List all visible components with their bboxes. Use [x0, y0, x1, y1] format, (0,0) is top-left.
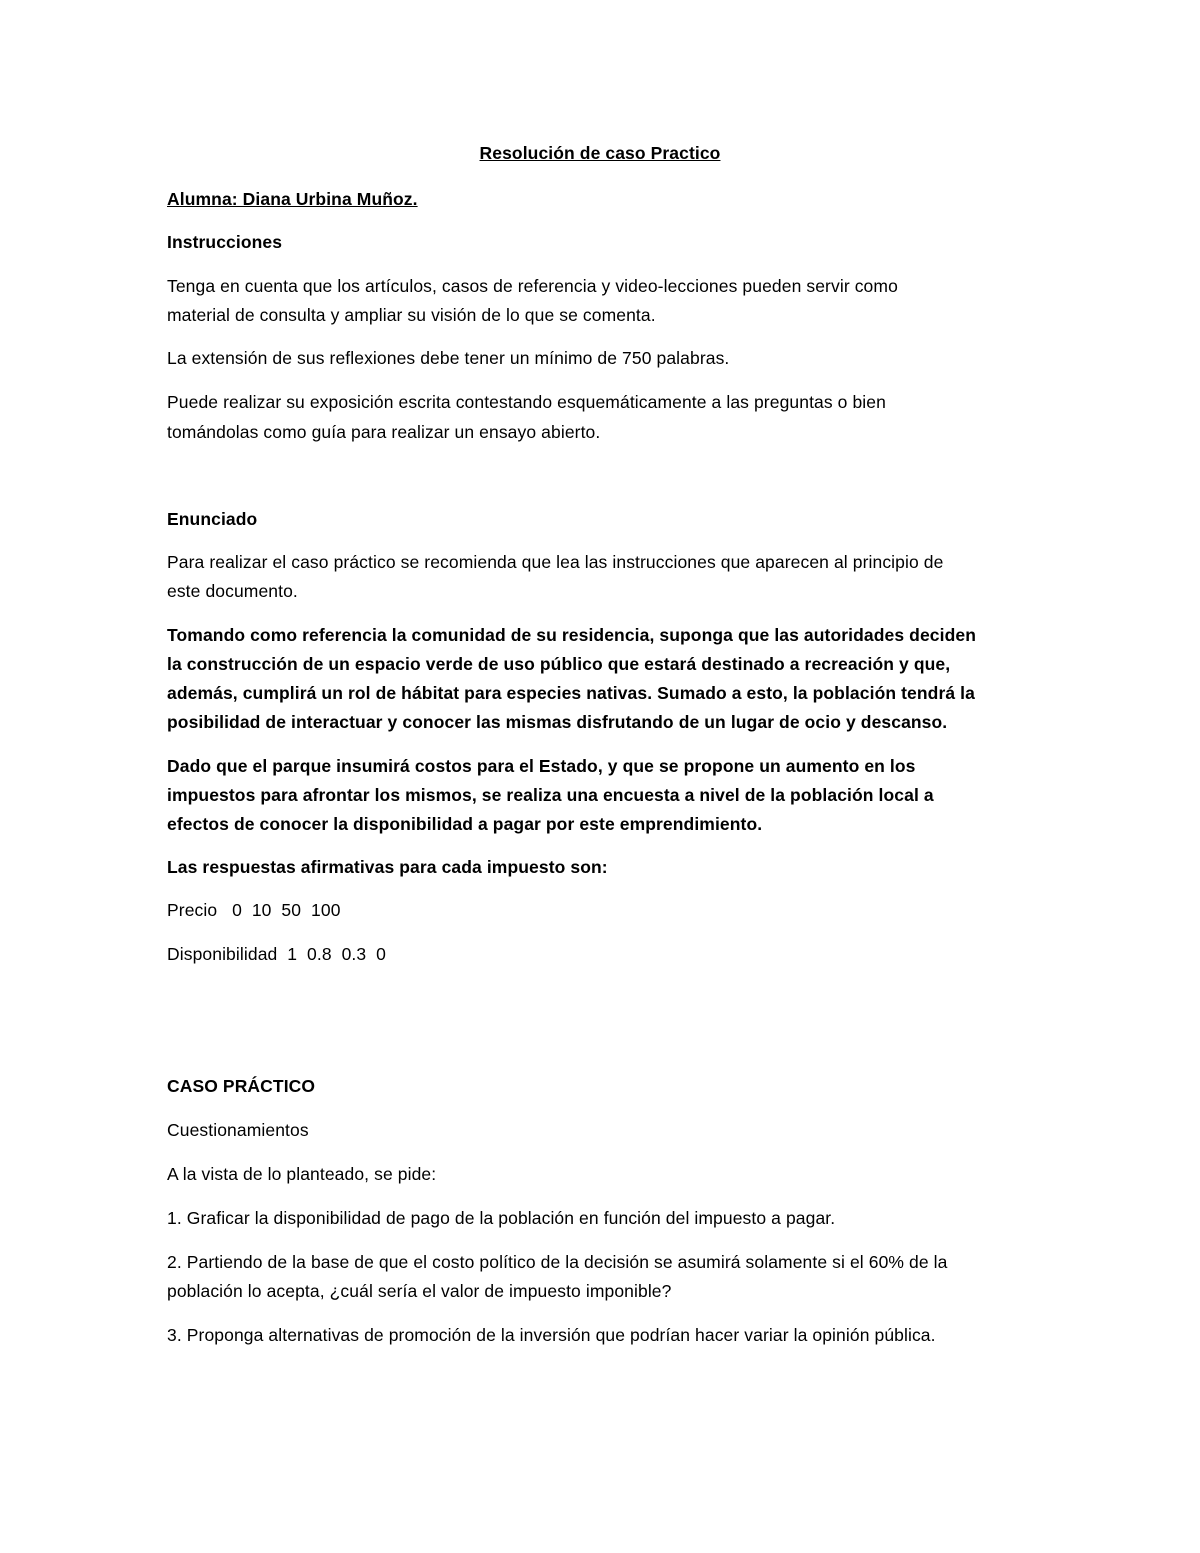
case-subheading: Cuestionamientos — [167, 1120, 309, 1140]
student-name: Alumna: Diana Urbina Muñoz. — [167, 189, 418, 209]
statement-paragraph-3-line-1: Dado que el parque insumirá costos para el Estado, y que se propone un aumento en los — [167, 756, 916, 776]
price-row: Precio 0 10 50 100 — [167, 900, 341, 920]
question-2-line-1: 2. Partiendo de la base de que el costo político de la decisión se asumirá solamente si el 60% de la — [167, 1252, 948, 1272]
statement-paragraph-2-line-2: la construcción de un espacio verde de uso público que estará destinado a recreación y que, — [167, 654, 951, 674]
statement-paragraph-2-line-4: posibilidad de interactuar y conocer las mismas disfrutando de un lugar de ocio y descanso. — [167, 712, 948, 732]
statement-heading: Enunciado — [167, 509, 258, 529]
instructions-paragraph-2: La extensión de sus reflexiones debe tener un mínimo de 750 palabras. — [167, 348, 730, 368]
statement-paragraph-1-line-2: este documento. — [167, 581, 298, 601]
instructions-paragraph-3-line-1: Puede realizar su exposición escrita contestando esquemáticamente a las preguntas o bien — [167, 392, 886, 412]
case-heading: CASO PRÁCTICO — [167, 1076, 316, 1096]
statement-paragraph-3-line-2: impuestos para afrontar los mismos, se realiza una encuesta a nivel de la población local a — [167, 785, 934, 805]
instructions-paragraph-1-line-1: Tenga en cuenta que los artículos, casos de referencia y video-lecciones pueden servir como — [167, 276, 898, 296]
document-title: Resolución de caso Practico — [479, 143, 721, 163]
statement-paragraph-2-line-1: Tomando como referencia la comunidad de su residencia, suponga que las autoridades deciden — [167, 625, 977, 645]
instructions-heading: Instrucciones — [167, 232, 283, 252]
statement-paragraph-2-line-3: además, cumplirá un rol de hábitat para especies nativas. Sumado a esto, la población tendrá la — [167, 683, 975, 703]
question-1: 1. Graficar la disponibilidad de pago de la población en función del impuesto a pagar. — [167, 1208, 836, 1228]
statement-paragraph-3-line-3: efectos de conocer la disponibilidad a pagar por este emprendimiento. — [167, 814, 763, 834]
statement-paragraph-4: Las respuestas afirmativas para cada impuesto son: — [167, 857, 608, 877]
question-3: 3. Proponga alternativas de promoción de la inversión que podrían hacer variar la opinión pública. — [167, 1325, 936, 1345]
statement-paragraph-1-line-1: Para realizar el caso práctico se recomienda que lea las instrucciones que aparecen al principio de — [167, 552, 944, 572]
instructions-paragraph-1-line-2: material de consulta y ampliar su visión de lo que se comenta. — [167, 305, 656, 325]
case-intro: A la vista de lo planteado, se pide: — [167, 1164, 437, 1184]
instructions-paragraph-3-line-2: tomándolas como guía para realizar un ensayo abierto. — [167, 422, 601, 442]
question-2-line-2: población lo acepta, ¿cuál sería el valor de impuesto imponible? — [167, 1281, 672, 1301]
availability-row: Disponibilidad 1 0.8 0.3 0 — [167, 944, 386, 964]
